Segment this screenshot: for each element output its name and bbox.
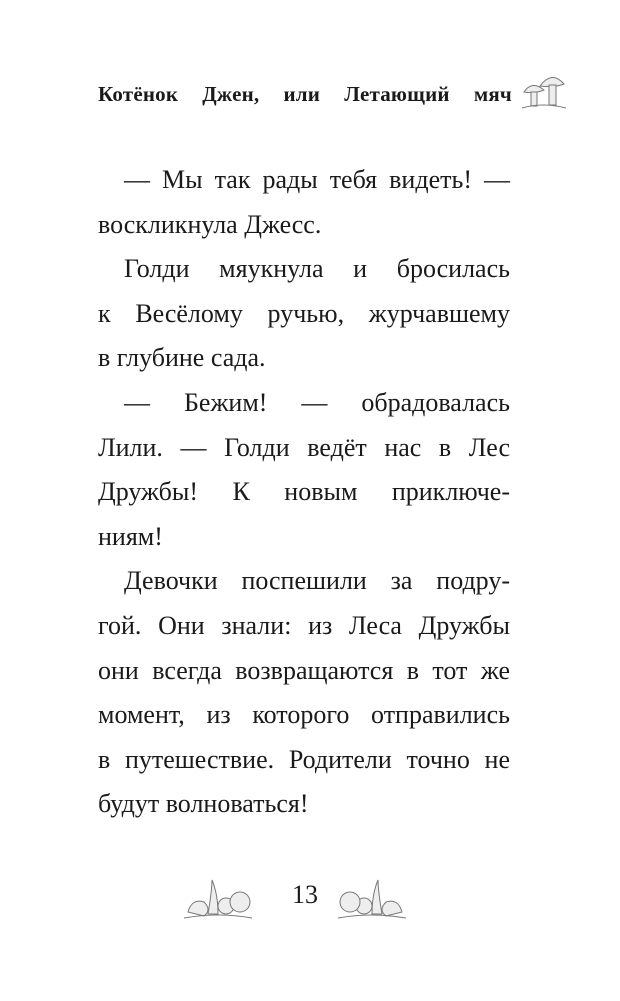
running-header [98, 82, 512, 107]
header-word: или [283, 82, 321, 106]
text-line: Голди мяукнула и бросилась [124, 254, 510, 284]
text-line: воскликнула Джесс. [98, 209, 322, 239]
gourd-ornament-icon [182, 876, 254, 922]
mushroom-illustration-icon [518, 70, 568, 112]
text-line: в путешествие. Родители точно не [98, 744, 510, 774]
header-word: мяч [473, 82, 512, 106]
page-number: 13 [292, 880, 318, 909]
text-line: в глубине сада. [98, 343, 266, 373]
text-line: — Бежим! — обрадовалась [124, 387, 510, 417]
header-word: Котёнок [98, 82, 179, 106]
text-line: момент, из которого отправились [98, 700, 510, 730]
text-line: будут волноваться! [98, 789, 309, 819]
text-line: к Весёлому ручью, журчавшему [98, 298, 510, 328]
text-line: гой. Они знали: из Леса Дружбы [98, 610, 510, 640]
gourd-ornament-icon [336, 876, 408, 922]
text-line: Девочки поспешили за подру- [124, 566, 510, 596]
text-line: они всегда возвращаются в тот же [98, 655, 510, 685]
text-line: Лили. — Голди ведёт нас в Лес [98, 432, 510, 462]
header-word: Летающий [344, 82, 450, 106]
text-line: Дружбы! К новым приключе- [98, 477, 510, 507]
text-line: ниям! [98, 521, 163, 551]
text-line: — Мы так рады тебя видеть! — [124, 165, 510, 194]
header-word: Джен, [202, 82, 260, 106]
page-footer [0, 876, 620, 922]
page-text [98, 160, 510, 829]
